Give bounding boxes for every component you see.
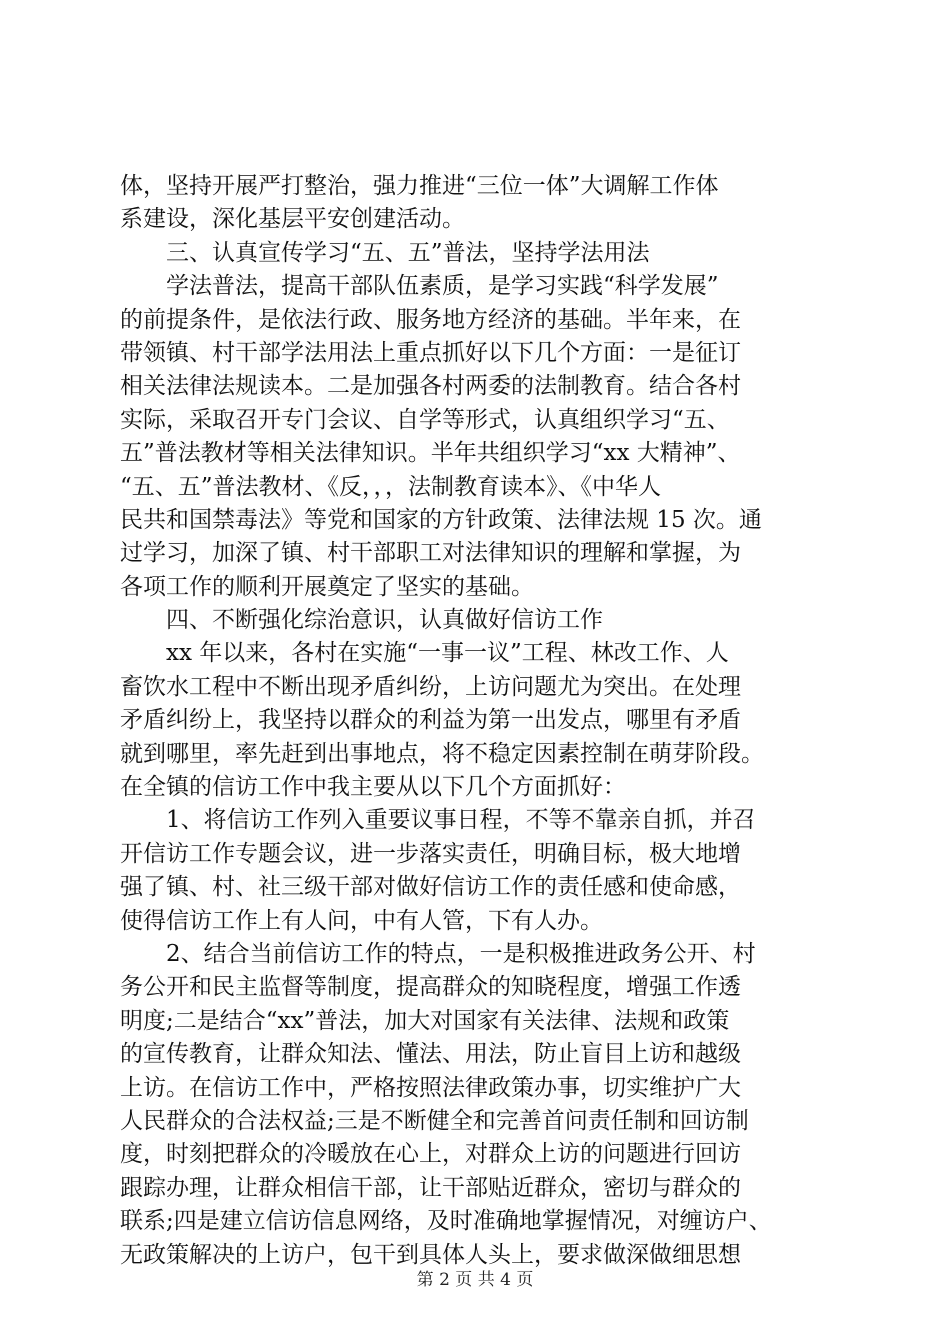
text-line: 开信访工作专题会议，进一步落实责任，明确目标，极大地增	[120, 840, 741, 867]
text-line: 强了镇、村、社三级干部对做好信访工作的责任感和使命感，	[120, 874, 741, 901]
text-line: “五、五”普法教材、《反，，，法制教育读本》、《中华人	[120, 473, 662, 500]
text-line: 就到哪里，率先赶到出事地点，将不稳定因素控制在萌芽阶段。	[120, 740, 764, 767]
text-line: 实际，采取召开专门会议、自学等形式，认真组织学习“五、	[120, 406, 730, 433]
text-line: 联系;四是建立信访信息网络，及时准确地掌握情况，对缠访户、	[120, 1208, 772, 1235]
text-line: 体，坚持开展严打整治，强力推进“三位一体”大调解工作体	[120, 173, 719, 199]
text-line: 的前提条件，是依法行政、服务地方经济的基础。半年来，在	[120, 306, 741, 333]
text-line: 学法普法，提高干部队伍素质，是学习实践“科学发展”	[166, 273, 719, 300]
text-line: 畜饮水工程中不断出现矛盾纠纷，上访问题尤为突出。在处理	[120, 673, 741, 700]
text-line: 明度;二是结合“xx”普法，加大对国家有关法律、法规和政策	[120, 1007, 730, 1034]
text-line: xx 年以来，各村在实施“一事一议”工程、林改工作、人	[166, 640, 729, 667]
text-line: 的宣传教育，让群众知法、懂法、用法，防止盲目上访和越级	[120, 1041, 741, 1068]
text-line: 带领镇、村干部学法用法上重点抓好以下几个方面：一是征订	[120, 339, 741, 366]
text-line: 矛盾纠纷上，我坚持以群众的利益为第一出发点，哪里有矛盾	[120, 707, 741, 734]
text-line: 上访。在信访工作中，严格按照法律政策办事，切实维护广大	[120, 1074, 741, 1101]
text-line: 务公开和民主监督等制度，提高群众的知晓程度，增强工作透	[120, 974, 741, 1001]
text-line: 相关法律法规读本。二是加强各村两委的法制教育。结合各村	[120, 373, 741, 400]
text-line: 民共和国禁毒法》等党和国家的方针政策、法律法规 15 次。通	[120, 506, 762, 533]
text-line: 跟踪办理，让群众相信干部，让干部贴近群众，密切与群众的	[120, 1174, 741, 1201]
text-line: 无政策解决的上访户，包干到具体人头上，要求做深做细思想	[120, 1241, 741, 1268]
text-line: 各项工作的顺利开展奠定了坚实的基础。	[120, 573, 534, 600]
text-line: 在全镇的信访工作中我主要从以下几个方面抓好：	[120, 774, 626, 801]
page-number-footer: 第 2 页 共 4 页	[416, 1270, 534, 1290]
section-heading-4: 四、不断强化综治意识，认真做好信访工作	[166, 607, 603, 634]
text-line: 过学习，加深了镇、村干部职工对法律知识的理解和掌握，为	[120, 540, 741, 567]
text-line: 使得信访工作上有人问，中有人管，下有人办。	[120, 907, 603, 934]
text-line: 人民群众的合法权益;三是不断健全和完善首问责任制和回访制	[120, 1107, 749, 1134]
list-item-2: 2、结合当前信访工作的特点，一是积极推进政务公开、村	[166, 940, 756, 967]
list-item-1: 1、将信访工作列入重要议事日程，不等不靠亲自抓，并召	[166, 807, 756, 834]
section-heading-3: 三、认真宣传学习“五、五”普法，坚持学法用法	[166, 239, 650, 266]
document-body	[120, 170, 840, 1272]
text-line: 度，时刻把群众的冷暖放在心上，对群众上访的问题进行回访	[120, 1141, 741, 1168]
text-line: 五”普法教材等相关法律知识。半年共组织学习“xx 大精神”、	[120, 440, 741, 467]
text-line: 系建设，深化基层平安创建活动。	[120, 206, 465, 233]
